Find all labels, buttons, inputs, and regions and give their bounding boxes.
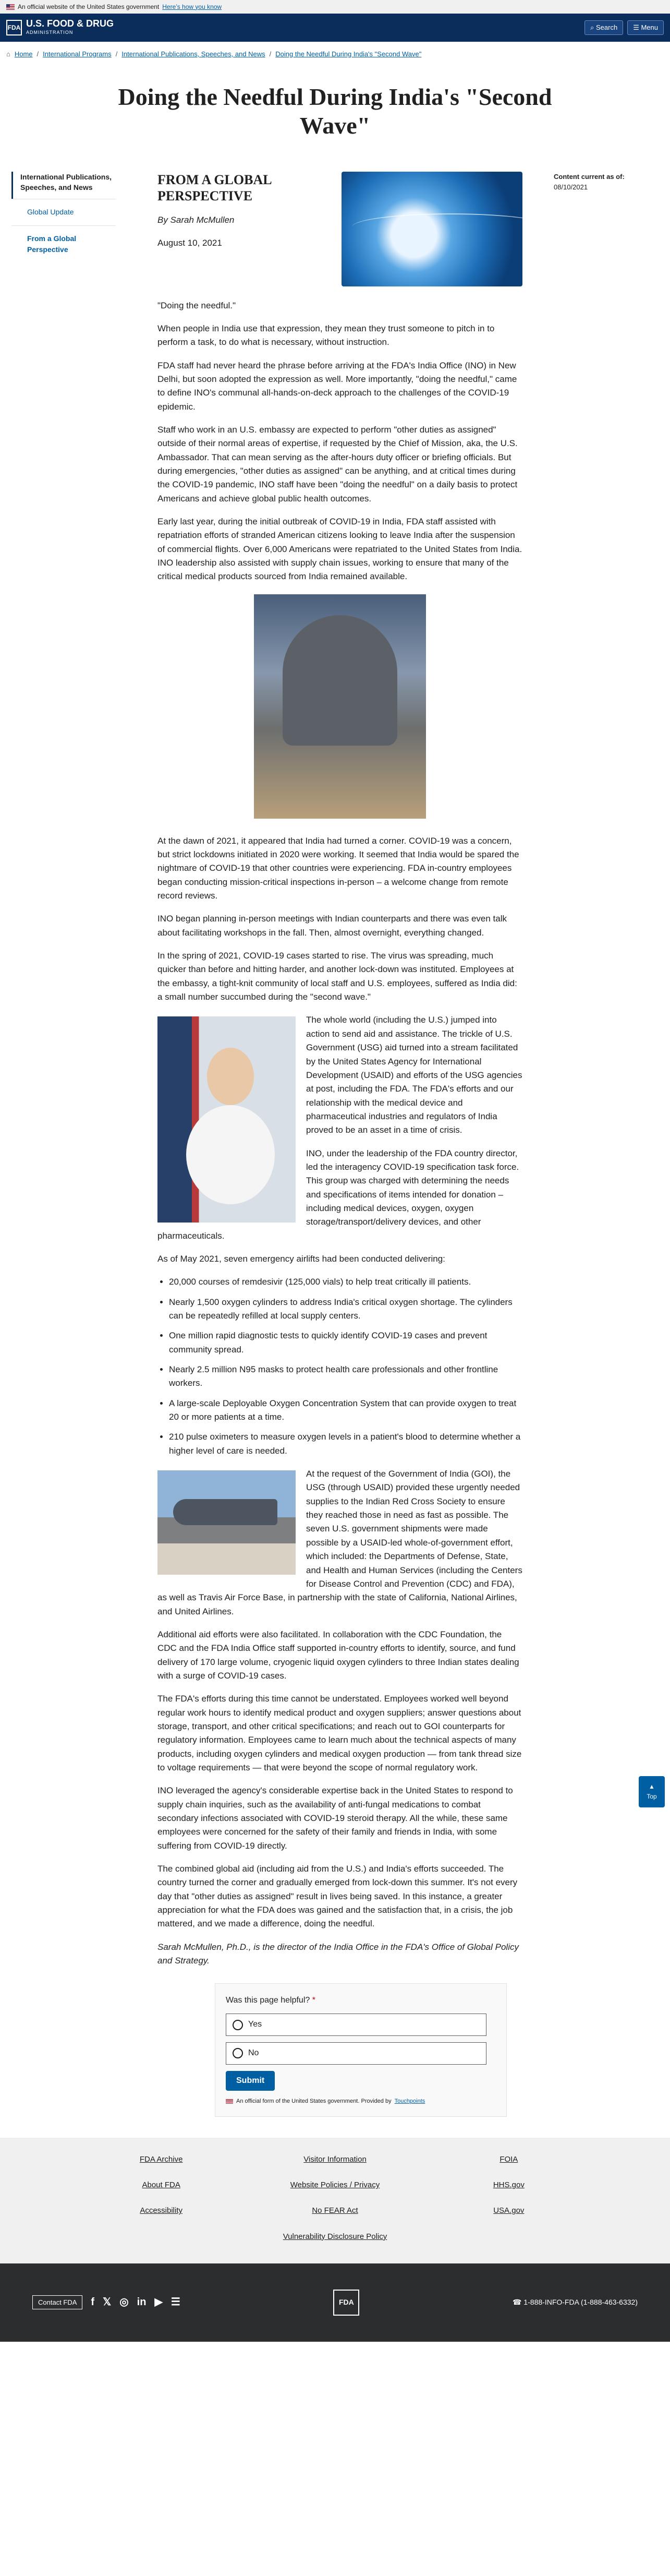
list-item: • 20,000 courses of remdesivir (125,000 vials) to help treat critically ill patients. <box>169 1275 522 1289</box>
search-button[interactable] <box>584 20 623 35</box>
radio-icon[interactable] <box>233 2048 243 2058</box>
paragraph: At the request of the Government of India (GOI), the USG (through USAID) provided these urgently needed supplies to the Indian Red Cross Society to ensure they reached those in need as fast as possible. The seven U.S. government shipments were made possible by a USAID-led whole-of-government effort, which included: the Departments of Defense, State, and Health and Human Services (including the Centers for Disease Control and Prevention (CDC) and FDA), as well as Travis Air Force Base, in partnership with the state of California, National Airlines, and United Airlines. <box>157 1469 522 1616</box>
instagram-icon[interactable]: ◎ <box>119 2296 129 2308</box>
twitter-icon[interactable]: 𝕏 <box>103 2296 112 2308</box>
paragraph: FDA staff had never heard the phrase before arriving at the FDA's India Office (INO) in New Delhi, but soon adopted the expression as well. More importantly, "doing the needful," came to define INO's communal all-hands-on-deck approach to the challenges of the COVID-19 epidemic. <box>157 360 517 412</box>
us-flag-icon <box>226 2099 233 2104</box>
paragraph: At the dawn of 2021, it appeared that India had turned a corner. COVID-19 was a concern, but strict lockdowns initiated in 2020 were working. It seemed that India would be spared the nightmare of COVID-19 that other countries were experiencing. FDA in-country employees began conducting mission-critical inspections in-person – a welcome change from remote record reviews. <box>157 835 519 901</box>
breadcrumb-publications[interactable]: International Publications, Speeches, and News <box>121 50 265 58</box>
global-perspective-image <box>342 172 522 286</box>
fda-home-logo[interactable] <box>6 19 114 37</box>
author-bio: Sarah McMullen, Ph.D., is the director of the India Office in the FDA's Office of Global Policy and Strategy. <box>157 1942 519 1966</box>
footer-bottom <box>0 2263 670 2342</box>
paragraph: Staff who work in an U.S. embassy are expected to perform "other duties as assigned" outside of their normal areas of expertise, if requested by the Chief of Mission, aka, the U.S. Ambassador. That can mean serving as the after-hours duty officer or briefing officials. But during emergencies, "other duties as assigned" can be anything, and at critical times during the COVID-19 pandemic, INO staff have been "doing the needful" on a daily basis to protect Americans and achieve global public health outcomes. <box>157 424 518 504</box>
breadcrumb-current[interactable]: Doing the Needful During India's "Second Wave" <box>275 50 422 58</box>
content-current-date: 08/10/2021 <box>554 183 588 191</box>
breadcrumb-home[interactable]: Home <box>14 50 33 58</box>
sidenav-title[interactable]: International Publications, Speeches, and News <box>11 172 116 199</box>
back-to-top-button[interactable] <box>639 1776 665 1807</box>
submit-button[interactable]: Submit <box>226 2071 275 2091</box>
list-item: • Nearly 1,500 oxygen cylinders to address India's critical oxygen shortage. The cylinders can be repeatedly refilled at local supply centers. <box>169 1296 522 1323</box>
chevron-up-icon: ▲ <box>649 1782 655 1790</box>
footer-link-usa-gov[interactable]: USA.gov <box>493 2206 525 2215</box>
paragraph: In the spring of 2021, COVID-19 cases started to rise. The virus was spreading, much quicker than before and hitting harder, and another lock-down was instituted. Employees at the embassy, a tight-knit community of local staff and U.S. employees, suffered as India did: a small number succumbed during the "second wave." <box>157 951 517 1002</box>
author-portrait-photo <box>157 1016 296 1223</box>
breadcrumb-international-programs[interactable]: International Programs <box>43 50 112 58</box>
feedback-no-label: No <box>248 2048 259 2058</box>
youtube-icon[interactable]: ▶ <box>154 2296 163 2308</box>
content-current-label: Content current as of: <box>554 172 625 181</box>
sidenav-item-global-perspective[interactable]: From a Global Perspective <box>11 225 116 263</box>
article-date: August 10, 2021 <box>157 238 222 248</box>
paragraph: When people in India use that expression, they mean they trust someone to pitch in to perform a task, to do what is necessary, without instruction. <box>157 323 495 348</box>
footer-link-visitor-information[interactable]: Visitor Information <box>303 2154 367 2164</box>
paragraph: The FDA's efforts during this time cannot be understated. Employees worked well beyond regular work hours to identify medical product and oxygen suppliers; answer questions about storage, transport, and other critical specifications; and reach out to GOI counterparts for regulatory information. Employees came to learn much about the technical aspects of many products, including oxygen cylinders and medical oxygen production — from tank thread size to voltage requirements — that were beyond the scope of normal regulatory work. <box>157 1694 522 1772</box>
list-item: • A large-scale Deployable Oxygen Concentration System that can provide oxygen to treat 20 or more patients at a time. <box>169 1397 522 1424</box>
article-byline: By Sarah McMullen <box>157 214 235 225</box>
feedback-form <box>215 1983 507 2116</box>
back-to-top-label: Top <box>647 1792 657 1800</box>
footer-link-about-fda[interactable]: About FDA <box>142 2180 180 2190</box>
phone-text: 1-888-INFO-FDA (1-888-463-6332) <box>523 2298 638 2307</box>
menu-label: Menu <box>641 23 658 31</box>
search-label: Search <box>595 23 618 31</box>
list-item: • Nearly 2.5 million N95 masks to protect health care professionals and other frontline workers. <box>169 1363 522 1391</box>
article-kicker: FROM A GLOBAL PERSPECTIVE <box>157 172 272 203</box>
phone-number <box>513 2297 638 2308</box>
social-links <box>91 2294 180 2310</box>
paragraph: INO leveraged the agency's considerable expertise back in the United States to respond to supply chain inquiries, such as the availability of anti-fungal medications to combat secondary infections associated with COVID-19 steroid therapy. All the while, these same employees were concerned for the safety of their family and friends in India, with some suffering from COVID-19 directly. <box>157 1786 513 1851</box>
cargo-plane-photo <box>254 594 426 819</box>
phone-icon: ☎ <box>513 2298 522 2307</box>
list-item: • 210 pulse oximeters to measure oxygen levels in a patient's blood to determine whether a higher level of care is needed. <box>169 1430 522 1458</box>
touchpoints-note <box>226 2097 496 2106</box>
paragraph: INO, under the leadership of the FDA country director, led the interagency COVID-19 specification task force. This group was charged with determining the needs and specifications of items intended for donation – including medical devices, oxygen, oxygen storage/transport/delivery devices, and other pharmaceuticals. <box>157 1148 519 1241</box>
touchpoints-link[interactable]: Touchpoints <box>394 2098 425 2104</box>
site-header <box>0 14 670 42</box>
footer-link-foia[interactable]: FOIA <box>500 2154 518 2164</box>
gov-banner <box>0 0 670 14</box>
sidenav-item-global-update[interactable]: Global Update <box>11 199 116 225</box>
linkedin-icon[interactable]: in <box>137 2296 147 2308</box>
airlift-deliveries-list <box>169 1275 522 1458</box>
airlift-runway-photo <box>157 1470 296 1575</box>
content-currency <box>554 172 648 2117</box>
paragraph: The combined global aid (including aid from the U.S.) and India's efforts succeeded. The country turned the corner and gradually emerged from lock-down this summer. It's not every day that "other duties as assigned" result in lives being saved. In this instance, a greater appreciation for what the FDA does was gained and the satisfaction that, in a crisis, the job mattered, and we made a difference, doing the needful. <box>157 1864 518 1929</box>
rss-icon[interactable]: ☰ <box>170 2296 180 2308</box>
feedback-yes-label: Yes <box>248 2020 262 2029</box>
touchpoints-text: An official form of the United States government. Provided by <box>236 2098 392 2104</box>
list-item: • One million rapid diagnostic tests to quickly identify COVID-19 cases and prevent community spread. <box>169 1329 522 1357</box>
footer-link-fda-archive[interactable]: FDA Archive <box>139 2154 183 2164</box>
heres-how-you-know-link[interactable]: Here’s how you know <box>162 3 222 10</box>
breadcrumb: ⌂ Home / International Programs / International Publications, Speeches, and News / Doing the Needful During India's "Second Wave" <box>0 42 670 67</box>
us-flag-icon <box>6 4 15 10</box>
contact-fda-button[interactable]: Contact FDA <box>32 2295 82 2309</box>
required-marker: * <box>312 1996 315 2005</box>
fda-footer-logo[interactable]: FDA <box>333 2290 359 2316</box>
paragraph: Early last year, during the initial outbreak of COVID-19 in India, FDA staff assisted with repatriation efforts of stranded American citizens looking to leave India after the suspension of commercial flights. Over 6,000 Americans were repatriated to the United States from India. INO leadership also assisted with supply chain issues, working to ensure that many of the critical medical products sourced from India remained available. <box>157 516 522 582</box>
page-title: Doing the Needful During India's "Second Wave" <box>118 83 552 139</box>
feedback-question: Was this page helpful? <box>226 1996 310 2005</box>
footer-link-accessibility[interactable]: Accessibility <box>140 2206 182 2215</box>
facebook-icon[interactable]: f <box>91 2296 95 2308</box>
paragraph: Additional aid efforts were also facilitated. In collaboration with the CDC Foundation, the CDC and the FDA India Office staff supported in-country efforts to identify, source, and fund delivery of 170 large volume, cryogenic liquid oxygen cylinders to three Indian states dealing with a surge of COVID-19 cases. <box>157 1629 519 1681</box>
paragraph: "Doing the needful." <box>157 300 236 310</box>
feedback-yes-option[interactable] <box>226 2014 486 2036</box>
radio-icon[interactable] <box>233 2020 243 2030</box>
menu-button[interactable] <box>627 20 664 35</box>
search-icon: ⌕ <box>590 23 594 31</box>
footer-link-vulnerability-disclosure[interactable]: Vulnerability Disclosure Policy <box>283 2232 387 2241</box>
article <box>157 172 522 2117</box>
agency-sub: ADMINISTRATION <box>26 29 74 35</box>
menu-icon: ☰ <box>633 23 639 31</box>
paragraph: As of May 2021, seven emergency airlifts had been conducted delivering: <box>157 1253 445 1264</box>
footer-link-website-policies[interactable]: Website Policies / Privacy <box>290 2180 380 2190</box>
footer-link-hhs[interactable]: HHS.gov <box>493 2180 525 2190</box>
fda-logo-icon: FDA <box>6 20 22 35</box>
paragraph: INO began planning in-person meetings with Indian counterparts and there was even talk about facilitating workshops in the fall. Then, almost overnight, everything changed. <box>157 914 507 938</box>
footer-link-no-fear-act[interactable]: No FEAR Act <box>312 2206 358 2215</box>
home-icon: ⌂ <box>6 50 10 58</box>
side-navigation <box>11 172 116 2117</box>
paragraph: The whole world (including the U.S.) jumped into action to send aid and assistance. The trickle of U.S. Government (USG) aid turned into a stream facilitated by the United States Agency for International Development (USAID) and efforts of the USG agencies at post, including the FDA. The FDA's efforts and our relationship with the medical device and pharmaceutical industries and regulators of India proved to be an asset in a time of crisis. <box>306 1015 522 1135</box>
agency-name: U.S. FOOD & DRUG <box>26 18 114 29</box>
feedback-no-option[interactable] <box>226 2042 486 2065</box>
gov-banner-text: An official website of the United States government <box>18 3 160 10</box>
footer-links <box>0 2138 670 2263</box>
